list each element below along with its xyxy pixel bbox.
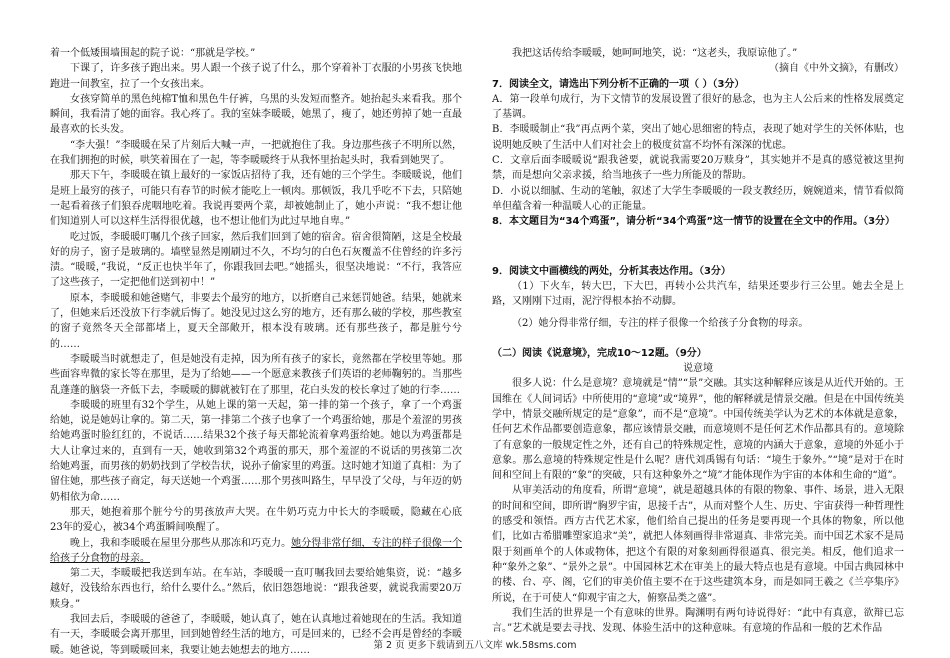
option-b: B．李暖暖制止“我”再点两个菜，突出了她心思细密的特点，表现了她对学生的关怀体贴，也说明她反映了生活中人们对社会上的极度贫富不均怀有深深的忧虑。 (492, 124, 904, 151)
answer-space (492, 230, 904, 264)
story-paragraph: 下课了，许多孩子跑出来。男人跟一个孩子说了什么，那个穿着补丁衣服的小男孩飞快地跑进一间教室，拉了一个女孩出来。 (50, 63, 462, 90)
story-paragraph: 吃过饭，李暖暖叮嘱几个孩子回家，然后我们回到了她的宿舍。宿舍很简陋，这是全校最好的房子，窗子是玻璃的。墙壁显然是刚刷过不久，不均匀的白色石灰覆盖不住曾经的许多污渍。“暖暖，”我说，“反正也快半年了，你跟我回去吧。”她摇头，很坚决地说：“不行，我答应了这些孩子，一定把他们送到初中！” (50, 231, 462, 289)
source-note: （摘自《中外文摘》，有删改） (769, 63, 904, 75)
essay-paragraph: 我们生活的世界是一个有意味的世界。陶渊明有两句诗说得好：“此中有真意，欲辩已忘言。”艺术就是要去寻找、发现、体验生活中的这种意味。有意境的作品和一般的艺术作品 (492, 607, 904, 635)
story-paragraph: 那天，她抱着那个脏兮兮的男孩放声大哭。在牛奶巧克力中长大的李暖暖，隐藏在心底23年的爱心，被34个鸡蛋瞬间唤醒了。 (50, 506, 462, 534)
essay-title: 说意境 (683, 363, 713, 375)
story-paragraph: 原本，李暖暖和她爸赌气，非要去个最穷的地方，以折磨自己来惩罚她爸。结果，她就来了，但她来后还没放下行李就后悔了。她没见过这么穷的地方，还有那么破的学校，那些教室的窗子竟然冬天全部都堵上，夏天全部敞开，根本没有玻璃。还有那些孩子，都是脏兮兮的…… (50, 292, 462, 350)
essay-paragraph: 从审美活动的角度看，所谓“意境”，就是超越具体的有限的物象、事件、场景，进入无限的时间和空间，即所谓“胸罗宇宙，思接千古”，从而对整个人生、历史、宇宙获得一种哲理性的感受和领悟。西方古代艺术家，他们给自己提出的任务是要再现一个具体的物象，所以他们，比如古希腊雕塑家追求“美”，就把人体刻画得非常逼真、非常完美。而中国艺术家不是局限于刻画单个的人体或物体，把这个有限的对象刻画得很逼真、很完美。相反，他们追求一种“象外之象”、“景外之景”。中国园林艺术在审美上的最大特点也是有意境。中国古典园林中的楼、台、亭、阁，它们的审美价值主要不在于这些建筑本身，而是如同王羲之《兰亭集序》所说，在于可使人“仰观宇宙之大，俯察品类之盛”。 (492, 485, 904, 604)
story-text: 晚上，我和李暖暖在屋里分那些从那冻和巧克力。 (70, 537, 292, 549)
story-paragraph: 李暖暖当时就想走了，但是她没有走掉，因为所有孩子的家长，竟然都在学校里等她。那些面容卑微的家长等在那里，是为了给她——一个愿意来教孩子们英语的老师鞠躬的。当那些乱蓬蓬的脑袋一齐低下去，李暖暖的脚就被钉在了那里，花白头发的校长拿过了她的行李…… (50, 353, 462, 396)
story-paragraph: 李暖暖的班里有32个学生，从她上课的第一天起，第一排的第一个孩子，拿了一个鸡蛋给她，说是她妈让拿的。第二天，第一排第二个孩子也拿了一个鸡蛋给她，那是个羞涩的男孩给她鸡蛋时脸红红的，不说话……结果32个孩子每天都轮流着拿鸡蛋给她。她以为鸡蛋都是大人让拿过来的，直到有一天，她收到第32个鸡蛋的那天，那个羞涩的不说话的男孩第二次给她鸡蛋，而男孩的奶奶找到了学校告状，说孙子偷家里的鸡蛋。这时她才知道了真相：为了留住她，那些孩子商定，每天送她一个鸡蛋……那个男孩叫路生，早早没了父母，与年迈的奶奶相依为命…… (50, 399, 462, 503)
right-column (492, 46, 904, 636)
question-7: 7．阅读全文，请选出下列分析不正确的一项（ ）（3分） (492, 78, 745, 90)
page-footer: 第 2 页 更多下载请到五八文库 wk.58sms.com (373, 640, 577, 651)
story-paragraph: “李大强！”李暖暖在呆了片刻后大喊一声，一把就抱住了我。身边那些孩子不明所以然，在我们拥抱的时候，哄笑着围在了一起，等李暖暖终于从我怀里抬起头时，我看到她哭了。 (50, 139, 462, 167)
underlined-sentence: 她分得非常仔细，专注的样子很像一个给孩子分食物的母亲。 (50, 537, 463, 564)
answer-space (492, 332, 904, 346)
story-paragraph: 第二天，李暖暖把我送到车站。在车站，李暖暖一直叮嘱我回去要给她集资，说：“越多越好，没钱给东西也行，给什么要什么。”然后，依旧怨怨地说：“跟我爸要，就说我需要20万赎身。” (50, 568, 462, 610)
section-heading: （二）阅读《说意境》，完成10～12题。（9分） (492, 347, 707, 359)
option-d: D．小说以细腻、生动的笔触，叙述了大学生李暖暖的一段支教经历，婉婉道来，情节看似简单但蕴含着一种温暖人心的正能量。 (492, 185, 904, 212)
question-9-item-1: （1）下火车，转大巴，下大巴，再转小公共汽车，结果还要步行三公里。她去全是上路，又刚刚下过雨，泥泞得根本抬不动脚。 (492, 280, 904, 308)
story-paragraph (50, 536, 462, 567)
question-8: 8．本文题目为“34个鸡蛋”，请分析“34个鸡蛋”这一情节的设置在全文中的作用。（3分） (492, 216, 896, 228)
left-column (50, 46, 462, 658)
story-paragraph: 那天下午，李暖暖在镇上最好的一家饭店招待了我，还有她的三个学生。李暖暖说，他们是班上最穷的孩子，可能只有春节的时候才能吃上一顿肉。那顿饭，我几乎吃不下去，只陪她一起看着孩子们狼吞虎咽地吃着。我说再要两个菜，却被她制止了，她小声说：“我不想让他们知道别人可以这样生活得很优越，也不想让他们为此过早地自卑。” (50, 170, 462, 228)
question-9-item-2: （2）她分得非常仔细，专注的样子很像一个给孩子分食物的母亲。 (512, 318, 809, 330)
option-c: C．文章后面李暖暖说“跟我爸要，就说我需要20万赎身”，其实她并不是真的感觉被这里拘禁，而是想向父亲求援，给当地孩子一些力所能及的帮助。 (492, 155, 904, 182)
question-9: 9．阅读文中画横线的两处，分析其表达作用。（3分） (492, 265, 731, 277)
story-paragraph: 我把这话传给李暖暖，她呵呵地笑，说：“这老头，我原谅他了。” (512, 48, 798, 59)
answer-space (492, 309, 904, 316)
story-paragraph: 我回去后，李暖暖的爸爸了，李暖暖，她认真了，她在认真地过着她现在的生活。我知道有一天，李暖暖会离开那里，回到她曾经生活的地方，可是回来的，已经不会再是曾经的李暖暖。她爸说，等到暖暖回来，我要让她去她想去的地方…… (50, 613, 462, 656)
essay-paragraph: 很多人说：什么是意境？意境就是“情”“景”交融。其实这种解释应该是从近代开始的。王国维在《人间词话》中所使用的“意境”或“境界”，他的解释就是情景交融。但是在中国传统美学中，情景交融所规定的是“意象”，而不是“意境”。中国传统美学认为艺术的本体就是意象，任何艺术作品都要创造意象，都应该情景交融，而意境则不是任何艺术作品都具有的。意境除了有意象的一般规定性之外，还有自己的特殊规定性，意境的内涵大于意象，意境的外延小于意象。那么意境的特殊规定性是什么呢？唐代刘禹锡有句话：“境生于象外。”“境”是对于在时间和空间上有限的“象”的突破，只有这种象外之“境”才能体现作为宇宙的本体和生命的“道”。 (492, 378, 904, 482)
story-paragraph: 女孩穿简单的黑色纯棉T恤和黑色牛仔裤，乌黑的头发短而整齐。她抬起头来看我。那个瞬间，我看清了她的面容。我心疼了。我的室妹李暖暖，她黑了，瘦了，她还剪掉了她一直最最喜欢的长头发。 (50, 93, 462, 136)
option-a: A．第一段单句成行，为下文情节的发展设置了很好的悬念，也为主人公后来的性格发展奠定了基调。 (492, 93, 904, 121)
story-paragraph: 着一个低矮围墙围起的院子说：“那就是学校。” (50, 48, 256, 59)
